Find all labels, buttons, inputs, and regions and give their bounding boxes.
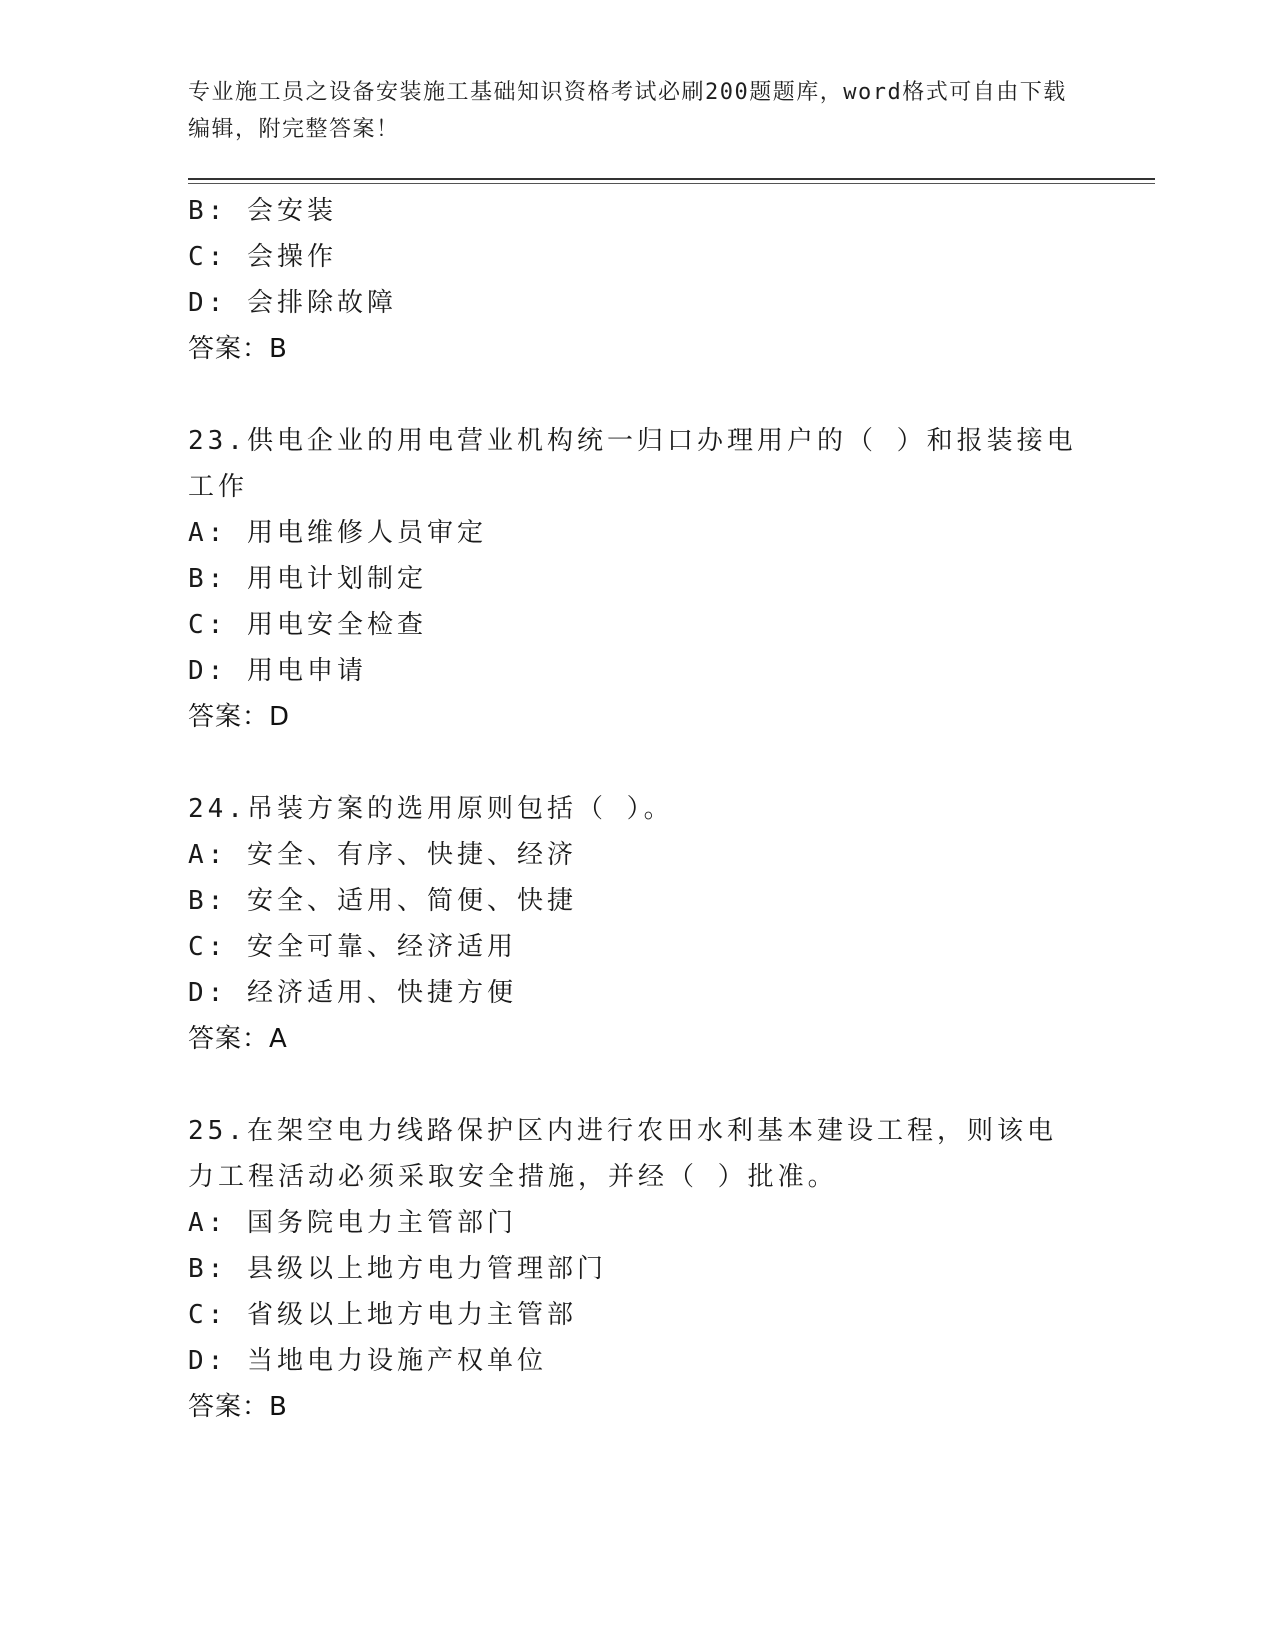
option-a: A: 国务院电力主管部门 [188, 1208, 517, 1238]
option-d: D: 经济适用、快捷方便 [188, 978, 517, 1008]
option-b: B: 用电计划制定 [188, 564, 427, 594]
option-b: B: 县级以上地方电力管理部门 [188, 1254, 607, 1284]
answer-line: 答案：A [188, 1024, 288, 1054]
option-d: D: 会排除故障 [188, 288, 397, 318]
spacer [188, 740, 1088, 786]
option-c: C: 省级以上地方电力主管部 [188, 1300, 577, 1330]
question-text: 23.供电企业的用电营业机构统一归口办理用户的（ ）和报装接电工作 [188, 426, 1077, 502]
answer-line: 答案：B [188, 334, 288, 364]
option-a: A: 用电维修人员审定 [188, 518, 487, 548]
spacer [188, 1062, 1088, 1108]
option-c: C: 安全可靠、经济适用 [188, 932, 517, 962]
option-d: D: 用电申请 [188, 656, 367, 686]
answer-line: 答案：B [188, 1392, 288, 1422]
question-text: 24.吊装方案的选用原则包括（ ）。 [188, 794, 674, 824]
option-d: D: 当地电力设施产权单位 [188, 1346, 547, 1376]
option-c: C: 会操作 [188, 242, 337, 272]
option-c: C: 用电安全检查 [188, 610, 427, 640]
option-b: B: 安全、适用、简便、快捷 [188, 886, 577, 916]
question-list [188, 188, 1088, 1430]
spacer [188, 372, 1088, 418]
answer-line: 答案：D [188, 702, 291, 732]
header-divider-thin [188, 183, 1155, 184]
header-divider-thick [188, 178, 1155, 180]
question-text: 25.在架空电力线路保护区内进行农田水利基本建设工程，则该电力工程活动必须采取安全措施，并经（ ）批准。 [188, 1116, 1057, 1192]
document-header: 专业施工员之设备安装施工基础知识资格考试必刷200题题库，word格式可自由下载编辑，附完整答案！ [188, 80, 1067, 142]
option-a: A: 安全、有序、快捷、经济 [188, 840, 577, 870]
option-b: B: 会安装 [188, 196, 337, 226]
